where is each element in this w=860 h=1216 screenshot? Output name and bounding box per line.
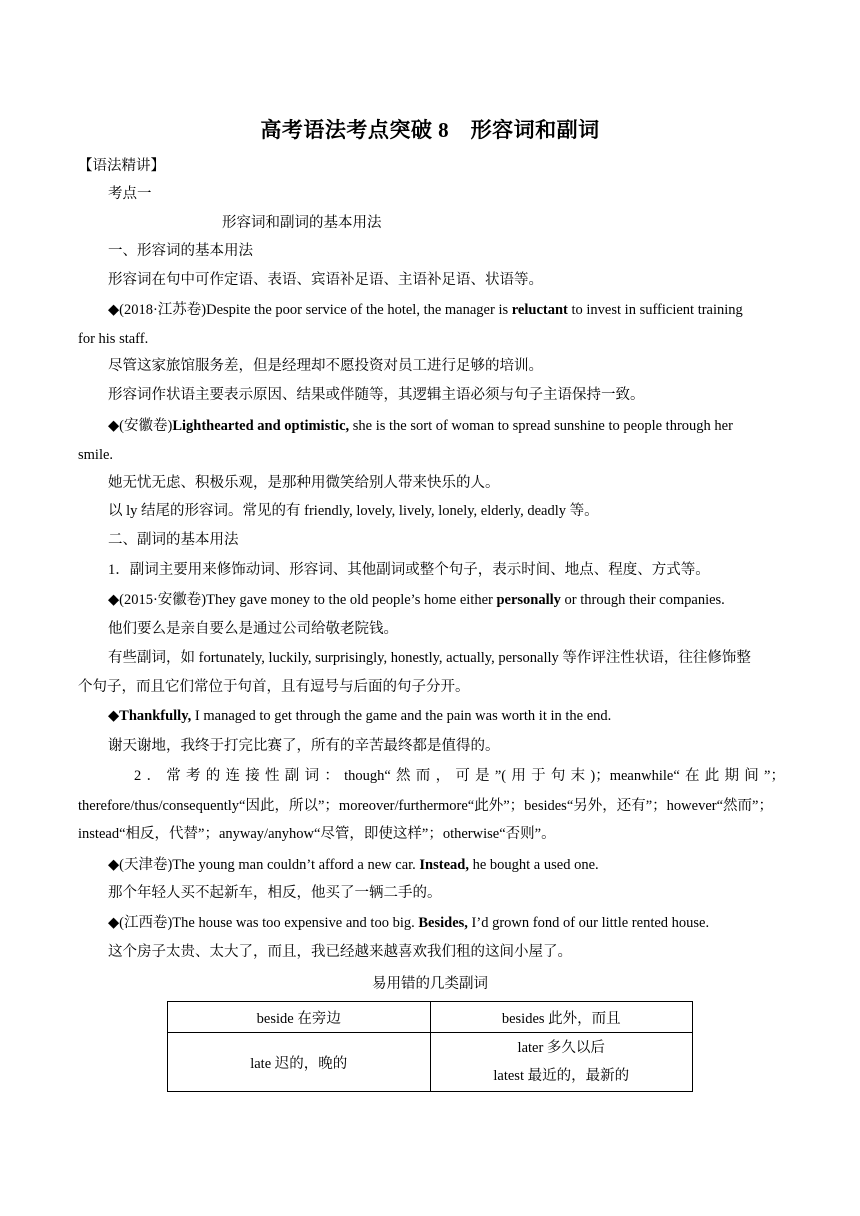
adverbial-note: 形容词作状语主要表示原因、结果或伴随等，其逻辑主语必须与句子主语保持一致。 [108,387,645,403]
table-caption: 易用错的几类副词 [372,976,488,992]
adj-heading: 一、形容词的基本用法 [108,243,253,259]
example-sentence-cont: smile. [78,447,114,463]
example-sentence: ◆(天津卷)The young man couldn’t afford a new car. Instead, he bought a used one. [108,857,599,873]
table-cell [430,1033,693,1092]
example-sentence: ◆(安徽卷)Lighthearted and optimistic, she is the sort of woman to spread sunshine to people through her [108,418,733,434]
ly-adjective-note: 以 ly 结尾的形容词。常见的有 friendly, lovely, lively, lonely, elderly, deadly 等。 [108,503,599,519]
adv-point-2: 2．常考的连接性副词：though“然而，可是”(用于句末)；meanwhile“在此期间”； [134,768,785,784]
example-sentence: ◆(江西卷)The house was too expensive and too big. Besides, I’d grown fond of our little rented house. [108,915,710,931]
table-cell-line: latest 最近的，最新的 [493,1068,630,1084]
adv-point-2-cont: instead“相反，代替”；anyway/anyhow“尽管，即使这样”；otherwise“否则”。 [78,826,556,842]
table-cell-line: later 多久以后 [517,1040,605,1056]
adverb-table [167,1001,693,1092]
point-label: 考点一 [108,186,152,202]
example-translation: 她无忧无虑、积极乐观，是那种用微笑给别人带来快乐的人。 [108,475,500,491]
section-header: 【语法精讲】 [78,158,165,174]
example-translation: 谢天谢地，我终于打完比赛了，所有的辛苦最终都是值得的。 [108,738,500,754]
example-translation: 尽管这家旅馆服务差，但是经理却不愿投资对员工进行足够的培训。 [108,358,543,374]
example-sentence: ◆(2018·江苏卷)Despite the poor service of the hotel, the manager is reluctant to invest in sufficient training [108,302,743,318]
example-sentence: ◆Thankfully, I managed to get through the game and the pain was worth it in the end. [108,708,612,724]
page-title: 高考语法考点突破 8 形容词和副词 [260,118,600,142]
example-sentence-cont: for his staff. [78,331,149,347]
point-title: 形容词和副词的基本用法 [222,215,382,231]
adv-heading: 二、副词的基本用法 [108,532,239,548]
table-cell: beside 在旁边 [168,1002,431,1033]
example-sentence: ◆(2015·安徽卷)They gave money to the old people’s home either personally or through their companies. [108,592,725,608]
example-translation: 他们要么是亲自要么是通过公司给敬老院钱。 [108,621,398,637]
table-cell: besides 此外，而且 [430,1002,693,1033]
comment-adverb-note-cont: 个句子，而且它们常位于句首，且有逗号与后面的句子分开。 [78,679,470,695]
table-row [168,1002,693,1033]
table-row [168,1033,693,1092]
comment-adverb-note: 有些副词，如 fortunately, luckily, surprisingly, honestly, actually, personally 等作评注性状语，往往修饰整 [108,650,751,666]
adv-point-2-cont: therefore/thus/consequently“因此，所以”；moreover/furthermore“此外”；besides“另外，还有”；however“然而”； [78,798,773,814]
example-translation: 那个年轻人买不起新车，相反，他买了一辆二手的。 [108,885,442,901]
table-cell: late 迟的，晚的 [168,1033,431,1092]
example-translation: 这个房子太贵、太大了，而且，我已经越来越喜欢我们租的这间小屋了。 [108,944,572,960]
adj-intro: 形容词在句中可作定语、表语、宾语补足语、主语补足语、状语等。 [108,272,543,288]
adv-point-1: 1．副词主要用来修饰动词、形容词、其他副词或整个句子，表示时间、地点、程度、方式等。 [108,562,710,578]
